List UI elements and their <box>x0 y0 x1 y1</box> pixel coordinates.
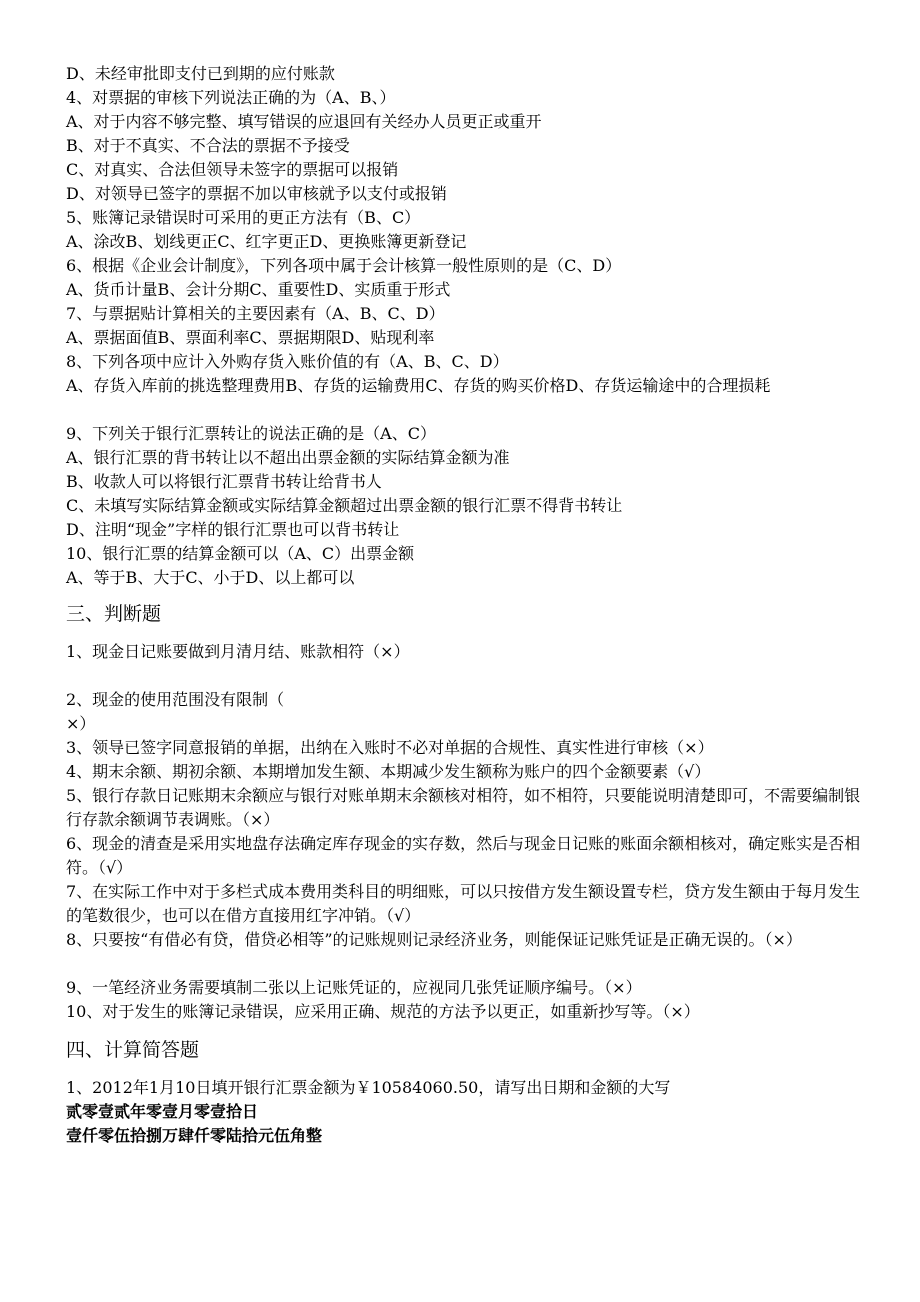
question-10: 10、银行汇票的结算金额可以（A、C）出票金额 <box>66 544 415 563</box>
judgement-4: 4、期末余额、期初余额、本期增加发生额、本期减少发生额称为账户的四个金额要素（√） <box>66 762 711 781</box>
judgement-1: 1、现金日记账要做到月清月结、账款相符（×） <box>66 642 410 661</box>
answer-date-uppercase: 贰零壹贰年零壹月零壹拾日 <box>66 1102 259 1121</box>
q10-options: A、等于B、大于C、小于D、以上都可以 <box>66 568 355 587</box>
calculation-question-1: 1、2012年1月10日填开银行汇票金额为￥10584060.50，请写出日期和金额的大写 <box>66 1078 671 1097</box>
judgement-2: 2、现金的使用范围没有限制（ <box>66 690 285 709</box>
q5-options: A、涂改B、划线更正C、红字更正D、更换账簿更新登记 <box>66 232 467 251</box>
q4-option-c: C、对真实、合法但领导未签字的票据可以报销 <box>66 160 399 179</box>
q4-option-b: B、对于不真实、不合法的票据不予接受 <box>66 136 350 155</box>
question-8: 8、下列各项中应计入外购存货入账价值的有（A、B、C、D） <box>66 352 509 371</box>
q9-option-a: A、银行汇票的背书转让以不超出出票金额的实际结算金额为准 <box>66 448 510 467</box>
q9-option-d: D、注明“现金”字样的银行汇票也可以背书转让 <box>66 520 400 539</box>
judgement-8: 8、只要按“有借必有贷，借贷必相等”的记账规则记录经济业务，则能保证记账凭证是正确无误的。（×） <box>66 930 802 949</box>
judgement-7: 7、在实际工作中对于多栏式成本费用类科目的明细账，可以只按借方发生额设置专栏，贷方发生额由于每月发生的笔数很少，也可以在借方直接用红字冲销。（√） <box>66 882 861 925</box>
question-7: 7、与票据贴计算相关的主要因素有（A、B、C、D） <box>66 304 445 323</box>
option-d-line: D、未经审批即支付已到期的应付账款 <box>66 64 335 83</box>
q9-option-b: B、收款人可以将银行汇票背书转让给背书人 <box>66 472 382 491</box>
question-5: 5、账簿记录错误时可采用的更正方法有（B、C） <box>66 208 421 227</box>
answer-amount-uppercase: 壹仟零伍拾捌万肆仟零陆拾元伍角整 <box>66 1126 323 1145</box>
question-6: 6、根据《企业会计制度》，下列各项中属于会计核算一般性原则的是（C、D） <box>66 256 622 275</box>
judgement-9: 9、一笔经济业务需要填制二张以上记账凭证的，应视同几张凭证顺序编号。（×） <box>66 978 642 997</box>
q9-option-c: C、未填写实际结算金额或实际结算金额超过出票金额的银行汇票不得背书转让 <box>66 496 623 515</box>
q4-option-a: A、对于内容不够完整、填写错误的应退回有关经办人员更正或重开 <box>66 112 542 131</box>
judgement-3: 3、领导已签字同意报销的单据，出纳在入账时不必对单据的合规性、真实性进行审核（×） <box>66 738 714 757</box>
judgement-5: 5、银行存款日记账期末余额应与银行对账单期末余额核对相符，如不相符，只要能说明清楚即可，不需要编制银行存款余额调节表调账。（×） <box>66 786 861 829</box>
judgement-2-answer: ×） <box>66 714 96 733</box>
q4-option-d: D、对领导已签字的票据不加以审核就予以支付或报销 <box>66 184 447 203</box>
judgement-6: 6、现金的清查是采用实地盘存法确定库存现金的实存数，然后与现金日记账的账面余额相核对，确定账实是否相符。（√） <box>66 834 861 877</box>
q7-options: A、票据面值B、票面利率C、票据期限D、贴现利率 <box>66 328 435 347</box>
question-4: 4、对票据的审核下列说法正确的为（A、B、） <box>66 88 396 107</box>
section-heading-judgement: 三、判断题 <box>66 603 162 625</box>
q6-options: A、货币计量B、会计分期C、重要性D、实质重于形式 <box>66 280 451 299</box>
section-heading-calculation: 四、计算简答题 <box>66 1039 200 1061</box>
question-9: 9、下列关于银行汇票转让的说法正确的是（A、C） <box>66 424 436 443</box>
judgement-10: 10、对于发生的账簿记录错误，应采用正确、规范的方法予以更正，如重新抄写等。（×） <box>66 1002 700 1021</box>
q8-options: A、存货入库前的挑选整理费用B、存货的运输费用C、存货的购买价格D、存货运输途中的合理损耗 <box>66 376 771 395</box>
